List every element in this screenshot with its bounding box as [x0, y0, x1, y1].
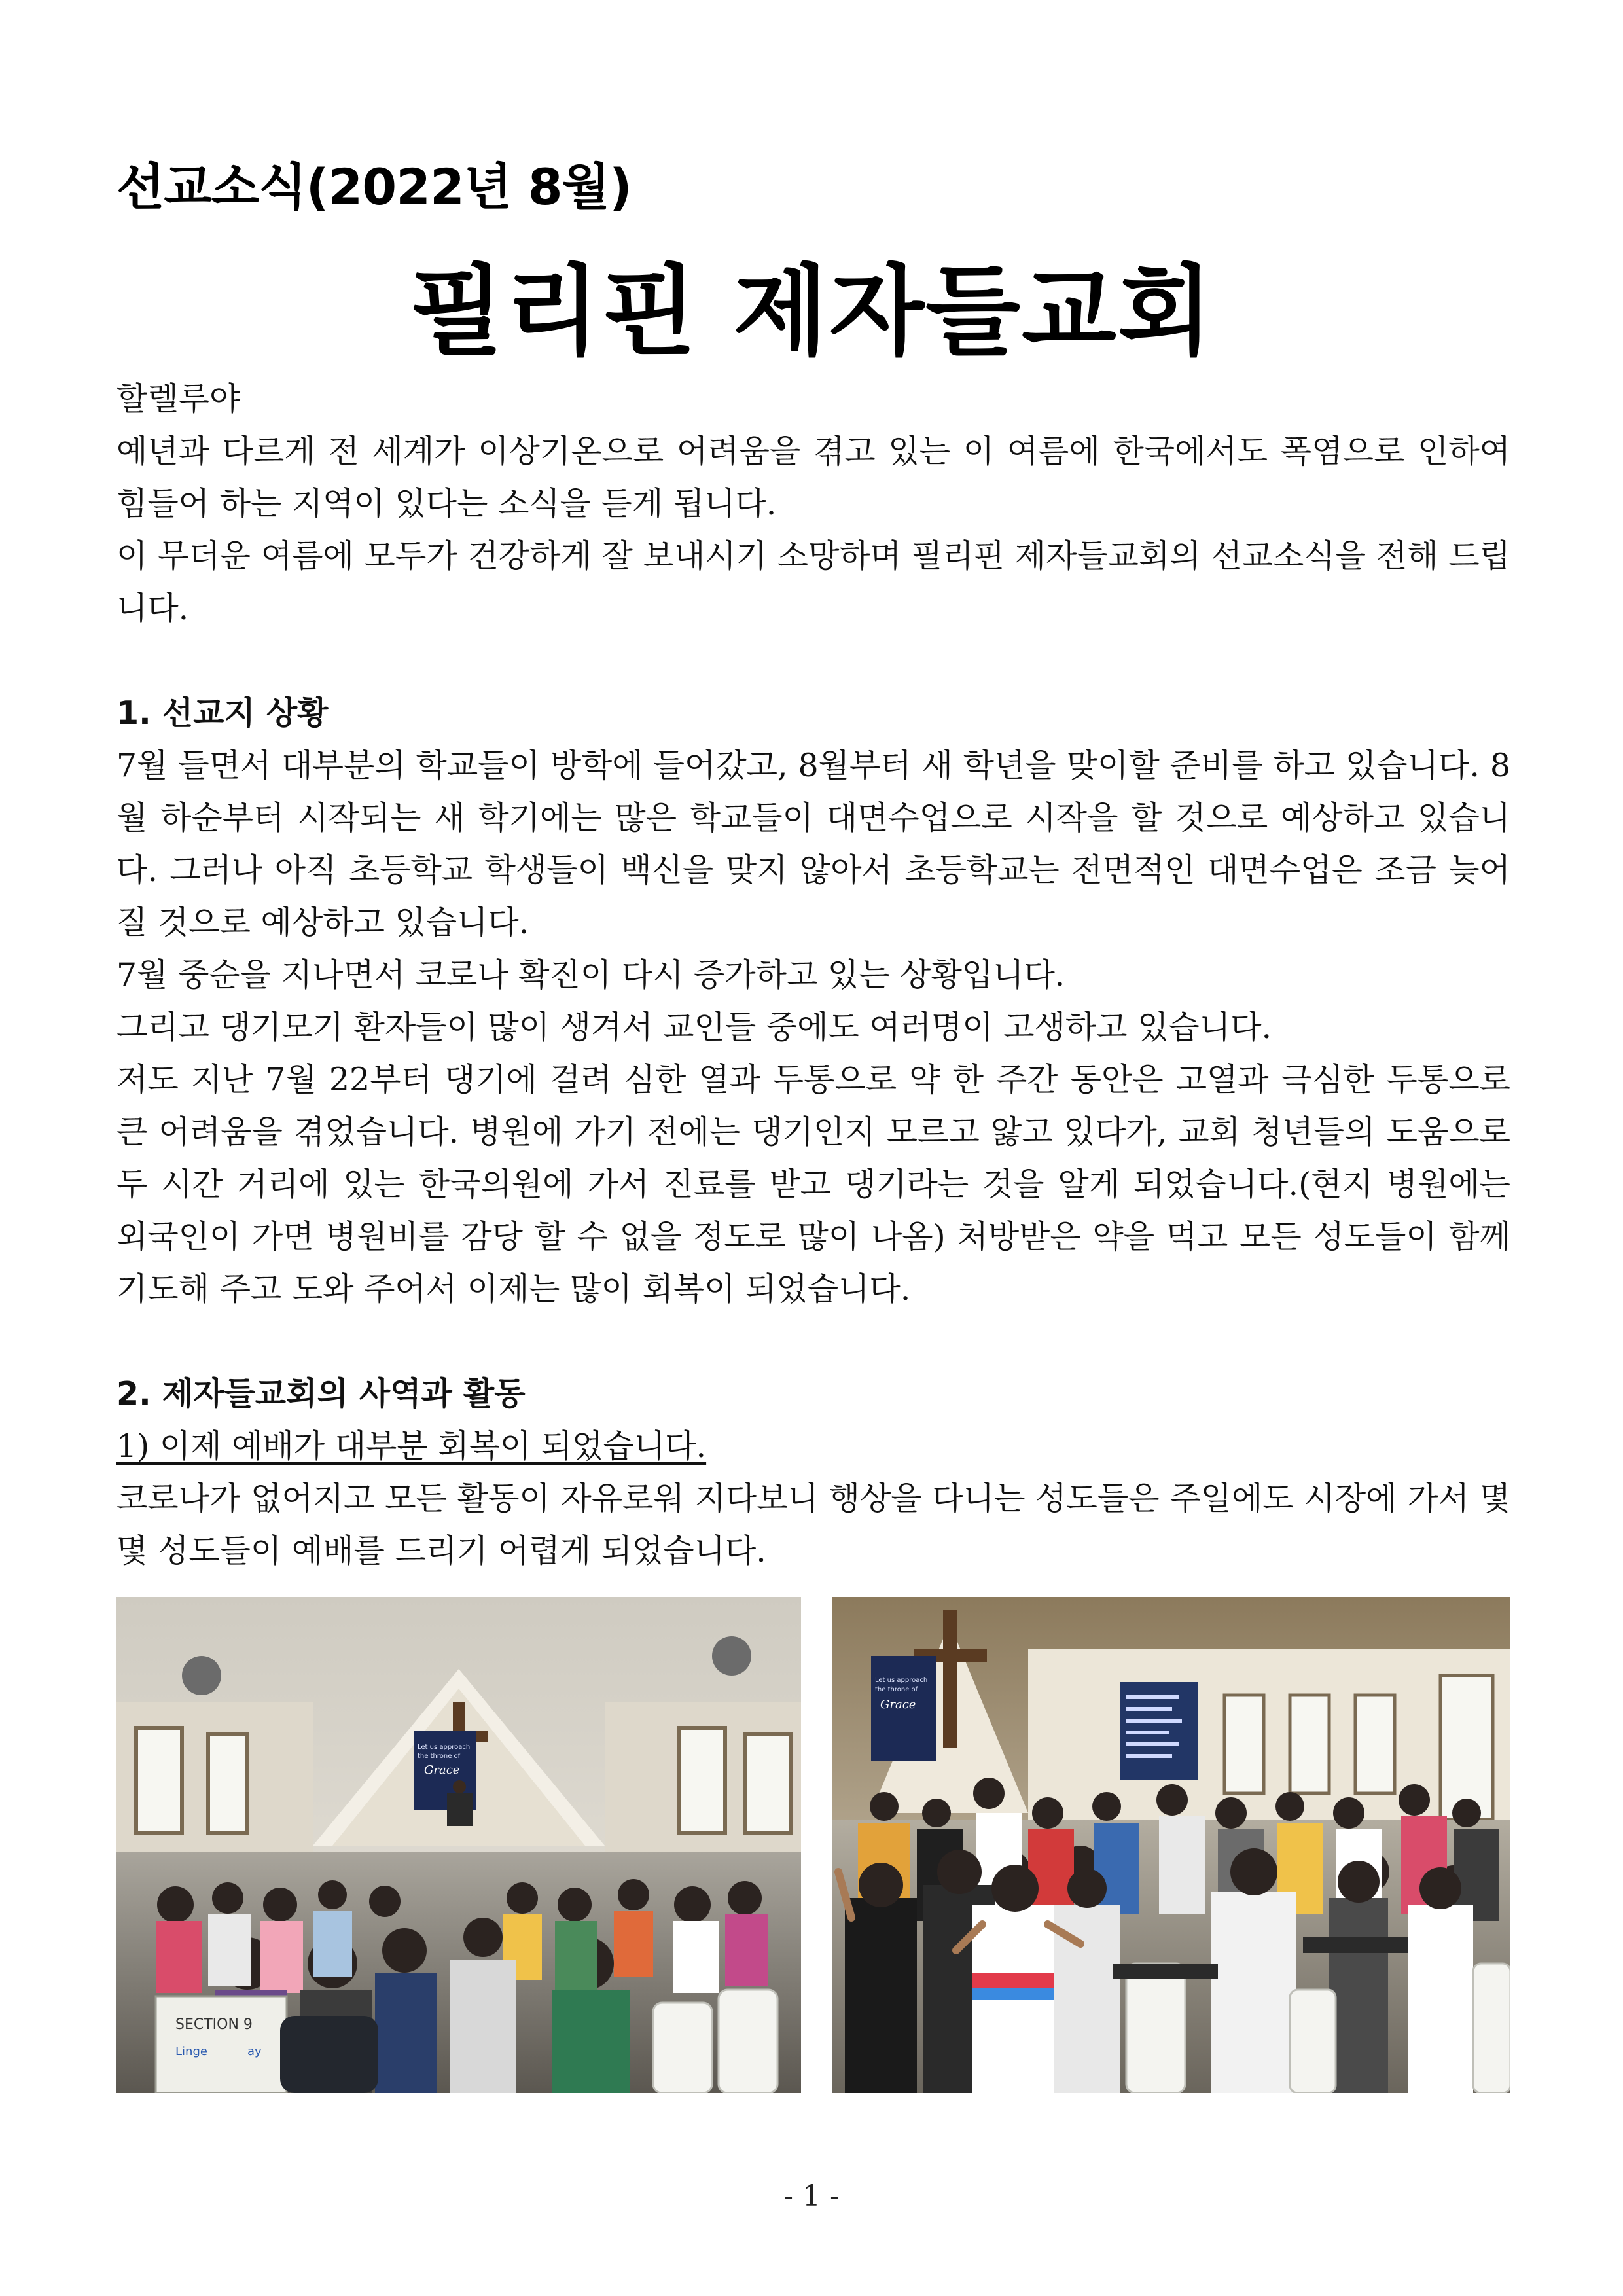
sign-text: SECTION 9 — [175, 2017, 253, 2033]
worship-illustration — [832, 1597, 1510, 2093]
intro-paragraph-1: 예년과 다르게 전 세계가 이상기온으로 어려움을 겪고 있는 이 여름에 한국에서도 폭염으로 인하여 힘들어 하는 지역이 있다는 소식을 듣게 됩니다. — [116, 433, 1510, 522]
sign-text: Linge — [175, 2045, 207, 2058]
section-2-subheading: 1) 이제 예배가 대부분 회복이 되었습니다. — [116, 1427, 707, 1465]
church-service-photo-left — [116, 1597, 801, 2093]
document-body — [116, 373, 1510, 1577]
section-2-paragraph-1: 코로나가 없어지고 모든 활동이 자유로워 지다보니 행상을 다니는 성도들은 주일에도 시장에 가서 몇 몇 성도들이 예배를 드리기 어렵게 되었습니다. — [116, 1480, 1510, 1570]
section-2-heading: 2. 제자들교회의 사역과 활동 — [116, 1375, 526, 1412]
screen-text: Grace — [424, 1763, 460, 1777]
section-1-heading: 1. 선교지 상황 — [116, 694, 329, 732]
screen-text: Let us approach — [418, 1744, 471, 1751]
section-1-paragraph-4: 저도 지난 7월 22부터 댕기에 걸려 심한 열과 두통으로 약 한 주간 동안은 고열과 극심한 두통으로 큰 어려움을 겪었습니다. 병원에 가기 전에는 댕기인지 모르고 앓고 있다가, 교회 청년들의 도움으로 두 시간 거리에 있는 한국의원에 가서 진료를 받고 댕기라는 것을 알게 되었습니다.(현지 병원에는 외국인이 가면 병원비를 감당 할 수 없을 정도로 많이 나옴) 처방받은 약을 먹고 모든 성도들이 함께 기도해 주고 도와 주어서 이제는 많이 회복이 되었습니다. — [116, 1061, 1510, 1308]
sign-text: ay — [247, 2045, 262, 2058]
newsletter-subtitle: 선교소식(2022년 8월) — [116, 158, 632, 216]
screen-text: the throne of — [875, 1686, 918, 1693]
page-number: - 1 - — [783, 2179, 840, 2213]
intro-paragraph-2: 이 무더운 여름에 모두가 건강하게 잘 보내시기 소망하며 필리핀 제자들교회의 선교소식을 전해 드립니다. — [116, 537, 1510, 627]
church-interior-illustration — [116, 1597, 801, 2093]
photo-row — [116, 1597, 1510, 2093]
page-title: 필리핀 제자들교회 — [409, 255, 1214, 369]
screen-text: the throne of — [418, 1753, 461, 1760]
section-1-paragraph-1: 7월 들면서 대부분의 학교들이 방학에 들어갔고, 8월부터 새 학년을 맞이할 준비를 하고 있습니다. 8월 하순부터 시작되는 새 학기에는 많은 학교들이 대면수업으로 시작을 할 것으로 예상하고 있습니다. 그러나 아직 초등학교 학생들이 백신을 맞지 않아서 초등학교는 전면적인 대면수업은 조금 늦어 질 것으로 예상하고 있습니다. — [116, 747, 1510, 941]
screen-text: Grace — [880, 1698, 916, 1712]
section-1-paragraph-2: 7월 중순을 지나면서 코로나 확진이 다시 증가하고 있는 상황입니다. — [116, 956, 1065, 994]
greeting: 할렐루야 — [116, 380, 241, 418]
spacer — [116, 1316, 1510, 1368]
section-1-paragraph-3: 그리고 댕기모기 환자들이 많이 생겨서 교인들 중에도 여러명이 고생하고 있습니다. — [116, 1009, 1272, 1046]
screen-text: Let us approach — [875, 1677, 928, 1684]
church-worship-photo-right — [832, 1597, 1510, 2093]
spacer — [116, 635, 1510, 687]
